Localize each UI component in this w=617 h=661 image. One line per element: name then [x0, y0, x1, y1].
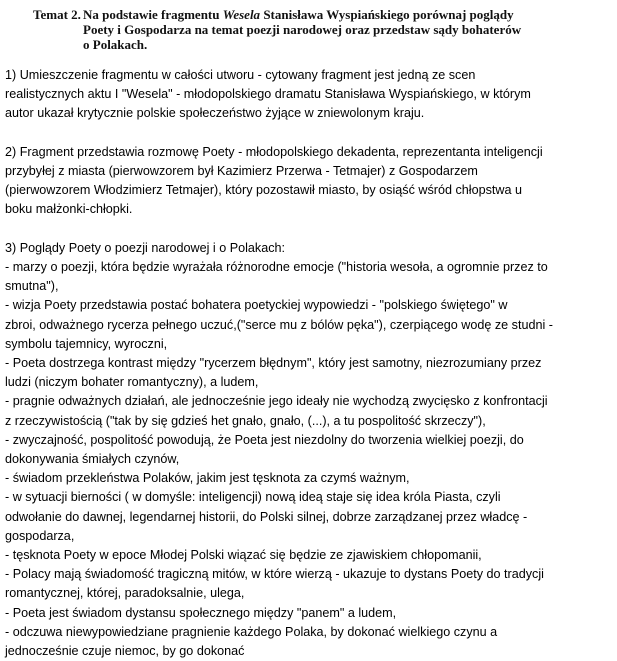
text-line: symbolu tajemnicy, wyroczni, — [5, 336, 168, 351]
text-line: - w sytuacji bierności ( w domyśle: inteligencji) nową ideą staje się idea króla Piasta, czyli — [5, 490, 501, 505]
text-line: realistycznych aktu I "Wesela" - młodopolskiego dramatu Stanisława Wyspiańskiego, w którym — [5, 87, 531, 102]
text-line: romantycznej, której, paradoksalnie, ulega, — [5, 586, 245, 601]
paragraph-2 — [5, 143, 613, 220]
topic-heading — [33, 7, 573, 52]
topic-line-1-pre: Na podstawie fragmentu — [83, 7, 223, 22]
text-line: boku małżonki-chłopki. — [5, 202, 133, 217]
text-line: gospodarza, — [5, 528, 75, 543]
text-line: - wizja Poety przedstawia postać bohatera poetyckiej wypowiedzi - "polskiego świętego" w — [5, 298, 508, 313]
text-line: smutna"), — [5, 279, 59, 294]
text-line: z rzeczywistością ("tak by się gdzieś het gnało, gnało, (...), a tu pospolitość skrzeczy"), — [5, 413, 486, 428]
text-line: 2) Fragment przedstawia rozmowę Poety - młodopolskiego dekadenta, reprezentanta inteligencji — [5, 144, 543, 159]
text-line: - zwyczajność, pospolitość powodują, że Poeta jest niezdolny do tworzenia wielkiej poezji, do — [5, 432, 524, 447]
text-line: (pierwowzorem Włodzimierz Tetmajer), który pozostawił miasto, by osiąść wśród chłopstwa u — [5, 183, 522, 198]
topic-line-1 — [83, 7, 514, 22]
text-line: autor ukazał krytycznie polskie społeczeństwo żyjące w zniewolonym kraju. — [5, 106, 425, 121]
topic-work-title: Wesela — [222, 7, 261, 22]
text-line: 3) Poglądy Poety o poezji narodowej i o Polakach: — [5, 240, 286, 255]
answer-text — [5, 66, 613, 661]
text-line: - pragnie odważnych działań, ale jednocześnie jego ideały nie wychodzą zwycięsko z konfrontacji — [5, 394, 548, 409]
text-line: - Poeta dostrzega kontrast między "rycerzem błędnym", który jest samotny, niezrozumiany przez — [5, 356, 542, 371]
topic-line-2: Poety i Gospodarza na temat poezji narodowej oraz przedstaw sądy bohaterów — [83, 22, 522, 37]
text-line: zbroi, odważnego rycerza pełnego uczuć,("serce mu z bólów pęka"), czerpiącego wodę ze studni - — [5, 317, 553, 332]
text-line: przybyłej z miasta (pierwowzorem był Kazimierz Przerwa - Tetmajer) z Gospodarzem — [5, 164, 478, 178]
paragraph-gap — [5, 124, 613, 143]
paragraph-3 — [5, 239, 613, 661]
text-line: dokonywania śmiałych czynów, — [5, 452, 180, 467]
text-line: ludzi (niczym bohater romantyczny), a ludem, — [5, 375, 259, 390]
text-line: odwołanie do dawnej, legendarnej historii, do Polski silnej, dobrze zarządzanej przez władcę - — [5, 509, 528, 524]
text-line: jednocześnie czuje niemoc, by go dokonać — [5, 644, 245, 659]
topic-label: Temat 2. — [33, 7, 81, 22]
text-line: - Polacy mają świadomość tragiczną mitów, w które wierzą - ukazuje to dystans Poety do tradycji — [5, 567, 544, 582]
text-line: - marzy o poezji, która będzie wyrażała różnorodne emocje ("historia wesoła, a ogromnie przez to — [5, 260, 548, 274]
text-line: - tęsknota Poety w epoce Młodej Polski wiązać się będzie ze zjawiskiem chłopomanii, — [5, 548, 482, 563]
text-line: - Poeta jest świadom dystansu społecznego między "panem" a ludem, — [5, 605, 397, 620]
text-line: - świadom przekleństwa Polaków, jakim jest tęsknota za czymś ważnym, — [5, 471, 410, 486]
paragraph-gap — [5, 220, 613, 239]
text-line: - odczuwa niewypowiedziane pragnienie każdego Polaka, by dokonać wielkiego czynu a — [5, 624, 498, 639]
topic-line-1-post: Stanisława Wyspiańskiego porównaj poglądy — [260, 7, 514, 22]
text-line: 1) Umieszczenie fragmentu w całości utworu - cytowany fragment jest jedną ze scen — [5, 68, 476, 82]
topic-line-3: o Polakach. — [83, 37, 148, 52]
paragraph-1 — [5, 66, 613, 124]
